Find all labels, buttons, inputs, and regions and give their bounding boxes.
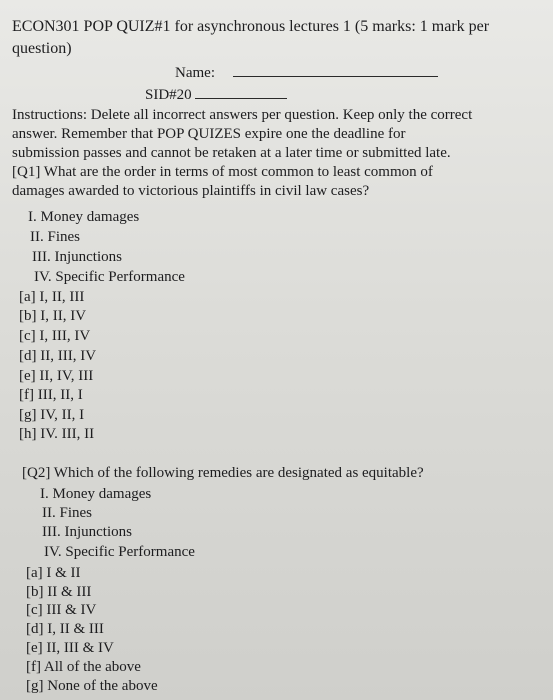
q1-option-f[interactable]: [f] III, II, I (19, 387, 83, 403)
q1-option-c[interactable]: [c] I, III, IV (19, 328, 91, 344)
name-blank-line (233, 64, 438, 77)
name-label: Name: (175, 65, 215, 81)
instructions-line-2: answer. Remember that POP QUIZES expire one the deadline for (12, 126, 406, 142)
sid-blank-line (195, 86, 287, 99)
q1-option-h[interactable]: [h] IV. III, II (19, 426, 95, 442)
q2-option-d[interactable]: [d] I, II & III (26, 621, 104, 637)
q1-item: II. Fines (30, 229, 80, 245)
q1-option-d[interactable]: [d] II, III, IV (19, 348, 97, 364)
name-field (175, 64, 438, 82)
q2-option-e[interactable]: [e] II, III & IV (26, 640, 114, 656)
q1-item: III. Injunctions (32, 249, 122, 265)
q1-prompt-line-1: [Q1] What are the order in terms of most common to least common of (12, 164, 433, 180)
q1-option-b[interactable]: [b] I, II, IV (19, 308, 87, 324)
q2-item: IV. Specific Performance (44, 544, 195, 560)
q2-item: III. Injunctions (42, 524, 132, 540)
q2-prompt: [Q2] Which of the following remedies are designated as equitable? (22, 465, 424, 481)
sid-field (145, 86, 287, 104)
quiz-title-line-2: question) (12, 40, 72, 57)
q2-option-a[interactable]: [a] I & II (26, 565, 81, 581)
q1-item: I. Money damages (28, 209, 140, 225)
q2-option-c[interactable]: [c] III & IV (26, 602, 97, 618)
instructions-line-3: submission passes and cannot be retaken at a later time or submitted late. (12, 145, 451, 161)
q1-prompt-line-2: damages awarded to victorious plaintiffs in civil law cases? (12, 183, 370, 199)
q1-item: IV. Specific Performance (34, 269, 185, 285)
instructions-line-1: Instructions: Delete all incorrect answers per question. Keep only the correct (12, 107, 473, 123)
quiz-title-line-1: ECON301 POP QUIZ#1 for asynchronous lectures 1 (5 marks: 1 mark per (12, 18, 490, 35)
q1-option-g[interactable]: [g] IV, II, I (19, 407, 85, 423)
q1-option-a[interactable]: [a] I, II, III (19, 289, 85, 305)
q2-option-g[interactable]: [g] None of the above (26, 678, 158, 694)
sid-label: SID#20 (145, 87, 192, 103)
q2-item: I. Money damages (40, 486, 152, 502)
q2-option-b[interactable]: [b] II & III (26, 584, 92, 600)
q2-option-f[interactable]: [f] All of the above (26, 659, 141, 675)
q1-option-e[interactable]: [e] II, IV, III (19, 368, 94, 384)
q2-item: II. Fines (42, 505, 92, 521)
